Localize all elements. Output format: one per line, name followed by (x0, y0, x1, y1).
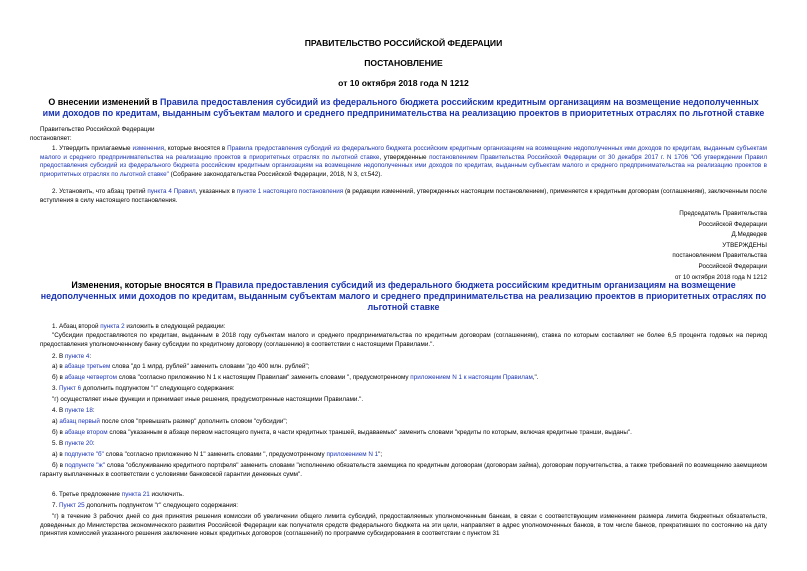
title-prefix: О внесении изменений в (48, 97, 161, 107)
resolution-point-1-link[interactable]: пункте 1 настоящего постановления (236, 188, 344, 195)
paragraph-1-link[interactable]: абзац первый (59, 418, 100, 425)
change-1-quote: "Субсидии предоставляются по кредитам, выданным в 2018 году субъектам малого и среднего предпринимательства по кредитным договорам (соглашениям), ставка по которым составляет не более 6,5 процента годовых на период предоставления уполномоченному банку субсидии по кредитному договору (соглашению) в соответствии с настоящими Правилами.". (40, 332, 767, 348)
change-4b: б) в абзаце втором слова "указанным в абзаце первом настоящего пункта, в части кредитных траншей, выдаваемых" заменить словами "кредиты по которым, включая кредитные транши, выданы". (52, 429, 632, 436)
paragraph-1: 1. Утвердить прилагаемые изменения, которые вносятся в Правила предоставления субсидий из федерального бюджета российским кредитным организациям на возмещение недополученных ими доходов по кредитам, выданным субъектам малого и среднего предпринимательства на реализацию проектов в приоритетных отраслях по льготной ставке, утвержденные постановлением Правительства Российской Федерации от 30 декабря 2017 г. N 1706 "Об утверждении Правил предоставления субсидий из федерального бюджета российским кредитным организациям на возмещение недополученных ими доходов по кредитам, выданным субъектам малого и среднего предпринимательства на реализацию проектов в приоритетных отраслях по льготной ставке" (Собрание законодательства Российской Федерации, 2018, N 3, ст.542). (40, 145, 768, 178)
change-6: 6. Третье предложение пункта 21 исключить. (52, 491, 184, 498)
change-7: 7. Пункт 25 дополнить подпунктом "г" следующего содержания: (52, 502, 239, 509)
signature-name: Д.Медведев (731, 231, 767, 239)
approved-by: постановлением Правительства (672, 252, 767, 260)
resolution-1706-link[interactable]: постановлением Правительства Российской Федерации от 30 декабря 2017 г. N 1706 "Об утверждении Правил предоставления субсидий из федерального бюджета российским кредитным организациям на возмещение недополученных ими доходов по кредитам, выданным субъектам малого и среднего предпринимательства на реализацию проектов в приоритетных отраслях по льготной ставке" (40, 153, 767, 178)
document-title (40, 97, 767, 119)
point-25-link[interactable]: Пункт 25 (59, 502, 85, 509)
change-7-quote: "г) в течение 3 рабочих дней со дня принятия решения комиссии об увеличении общего лимита субсидий, предоставляемых уполномоченным банкам, в связи с соответствующим изменением размера лимита бюджетных обязательств, доведенных до Министерства экономического развития Российской Федерации как получателя средств федерального бюджета на эти цели, направляет в адрес уполномоченных банков, в том числе банков, прекративших по состоянию на дату принятия комиссией указанного решения заключение новых кредитных договоров (соглашений) по программе субсидирования в соответствии с пунктом 31 (40, 513, 767, 538)
change-5b: б) в подпункте "ж" слова "обслуживанию кредитного портфеля" заменить словами "исполнению обязательств заемщика по кредитным договорам (договорам займа), договорам поручительства, а также требований по возмещению заемщиком гаранту выплаченных в соответствии с условиями банковской гарантии денежных сумм". (40, 462, 767, 478)
preamble-line-2: постановляет: (30, 135, 72, 142)
change-2: 2. В пункте 4: (52, 353, 92, 360)
title-rules-link[interactable]: Правила предоставления субсидий из федерального бюджета российским кредитным организациям на возмещение недополученных ими доходов по кредитам, выданным субъектам малого и среднего предпринимательства на реализацию проектов в приоритетных отраслях по льготной ставке (42, 97, 765, 118)
change-3-quote: "г) осуществляет иные функции и принимает иные решения, предусмотренные настоящими Правилами.". (52, 396, 364, 403)
change-4a: а) абзац первый после слов "превышать размер" дополнить словом "субсидии"; (52, 418, 288, 425)
appendix-1-link[interactable]: приложением N 1 к настоящим Правилам (410, 374, 533, 381)
point-6-link[interactable]: Пункт 6 (59, 385, 82, 392)
document-type: ПОСТАНОВЛЕНИЕ (364, 58, 443, 68)
approved-date: от 10 октября 2018 года N 1212 (674, 273, 767, 281)
change-5: 5. В пункте 20: (52, 440, 95, 447)
rules-link[interactable]: Правила предоставления субсидий из федерального бюджета российским кредитным организациям на возмещение недополученных ими доходов по кредитам, выданным субъектам малого и среднего предпринимательства на реализацию проектов в приоритетных отраслях по льготной ставке (40, 145, 768, 161)
paragraph-4-link[interactable]: абзаце четвертом (64, 374, 117, 381)
change-3: 3. Пункт 6 дополнить подпунктом "г" следующего содержания: (52, 385, 235, 392)
changes-title-prefix: Изменения, которые вносятся в (71, 280, 216, 290)
changes-title-rules-link[interactable]: Правила предоставления субсидий из федерального бюджета российским кредитным организациям на возмещение недополученных ими доходов по кредитам, выданным субъектам малого и среднего предпринимательства на реализацию проектов в приоритетных отраслях по льготной ставке (40, 280, 767, 312)
point-4-link[interactable]: пункте 4 (64, 353, 90, 360)
changes-link[interactable]: изменения (132, 145, 165, 152)
change-2b: б) в абзаце четвертом слова "согласно приложению N 1 к настоящим Правилам" заменить словами ", предусмотренному приложением N 1 к настоящим Правилам,". (52, 374, 539, 381)
document-date-number: от 10 октября 2018 года N 1212 (338, 78, 469, 88)
paragraph-3-link[interactable]: абзаце третьем (64, 363, 111, 370)
paragraph-2-link[interactable]: абзаце втором (64, 429, 108, 436)
subpoint-b-link[interactable]: подпункте "б" (64, 451, 104, 458)
approved-label: УТВЕРЖДЕНЫ (722, 241, 767, 249)
changes-title (40, 280, 767, 313)
point-18-link[interactable]: пункте 18 (64, 407, 93, 414)
change-5a: а) в подпункте "б" слова "согласно приложению N 1" заменить словами ", предусмотренному приложением N 1"; (52, 451, 383, 458)
change-1: 1. Абзац второй пункта 2 изложить в следующей редакции: (52, 323, 226, 330)
government-header: ПРАВИТЕЛЬСТВО РОССИЙСКОЙ ФЕДЕРАЦИИ (304, 38, 503, 48)
signature-position: Председатель Правительства (679, 210, 767, 217)
point-20-link[interactable]: пункте 20 (64, 440, 93, 447)
signature-country: Российской Федерации (698, 220, 767, 228)
signature-block (467, 209, 767, 283)
point-21-link[interactable]: пункта 21 (121, 491, 150, 498)
rules-point-4-link[interactable]: пункта 4 Правил (147, 188, 196, 195)
appendix-1-short-link[interactable]: приложением N 1 (326, 451, 379, 458)
subpoint-zh-link[interactable]: подпункте "ж" (64, 462, 105, 469)
point-2-link[interactable]: пункта 2 (100, 323, 125, 330)
change-2a: а) в абзаце третьем слова "до 1 млрд. рублей" заменить словами "до 400 млн. рублей"; (52, 363, 310, 370)
preamble-line-1: Правительство Российской Федерации (40, 126, 155, 133)
change-4: 4. В пункте 18: (52, 407, 95, 414)
approved-country: Российской Федерации (698, 262, 767, 270)
paragraph-2: 2. Установить, что абзац третий пункта 4 Правил, указанных в пункте 1 настоящего постановления (в редакции изменений, утвержденных настоящим постановлением), применяется к кредитным договорам (соглашениям), заключенным после вступления в силу настоящего постановления. (40, 188, 767, 204)
